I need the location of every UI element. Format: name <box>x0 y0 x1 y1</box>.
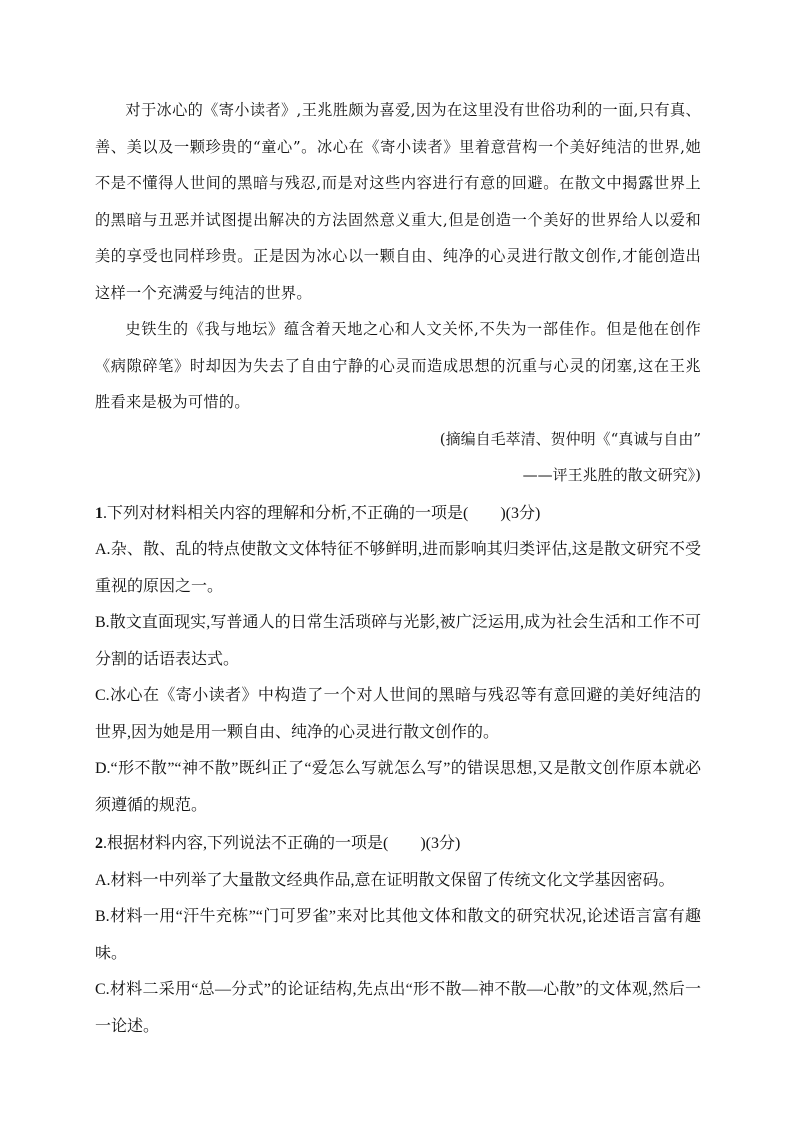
option-a: A.杂、散、乱的特点使散文文体特征不够鲜明,进而影响其归类评估,这是散文研究不受重视的原因之一。 <box>95 541 701 595</box>
question-1 <box>95 496 701 825</box>
question-stem <box>95 826 701 863</box>
option-c: C.冰心在《寄小读者》中构造了一个对人世间的黑暗与残忍等有意回避的美好纯洁的世界,因为她是用一颗自由、纯净的心灵进行散文创作的。 <box>95 687 701 741</box>
question-stem <box>95 496 701 533</box>
question-number: 1 <box>95 504 103 522</box>
source-citation-line-2: ——评王兆胜的散文研究》) <box>522 466 701 484</box>
question-number: 2 <box>95 835 103 852</box>
question-text: .根据材料内容,下列说法不正确的一项是( )(3分) <box>103 835 461 852</box>
passage-paragraph-1: 对于冰心的《寄小读者》,王兆胜颇为喜爱,因为在这里没有世俗功利的一面,只有真、善、美以及一颗珍贵的“童心”。冰心在《寄小读者》里着意营构一个美好纯洁的世界,她不是不懂得人世间的黑暗与残忍,而是对这些内容进行有意的回避。在散文中揭露世界上的黑暗与丑恶并试图提出解决的方法固然意义重大,但是创造一个美好的世界给人以爱和美的享受也同样珍贵。正是因为冰心以一颗自由、纯净的心灵进行散文创作,才能创造出这样一个充满爱与纯洁的世界。 <box>95 101 701 302</box>
question-2 <box>95 826 701 1045</box>
question-text: .下列对材料相关内容的理解和分析,不正确的一项是( )(3分) <box>103 504 541 522</box>
exam-page <box>95 92 701 1045</box>
option-d: D.“形不散”“神不散”既纠正了“爱怎么写就怎么写”的错误思想,又是散文创作原本就必须遵循的规范。 <box>95 760 701 814</box>
option-b: B.散文直面现实,写普通人的日常生活琐碎与光影,被广泛运用,成为社会生活和工作不可分割的话语表达式。 <box>95 614 701 668</box>
option-b: B.材料一用“汗牛充栋”“门可罗雀”来对比其他文体和散文的研究状况,论述语言富有趣味。 <box>95 908 701 962</box>
option-a: A.材料一中列举了大量散文经典作品,意在证明散文保留了传统文化文学基因密码。 <box>95 871 675 889</box>
reading-passage <box>95 92 701 494</box>
passage-paragraph-2: 史铁生的《我与地坛》蕴含着天地之心和人文关怀,不失为一部佳作。但是他在创作《病隙碎笔》时却因为失去了自由宁静的心灵而造成思想的沉重与心灵的闭塞,这在王兆胜看来是极为可惜的。 <box>95 320 701 411</box>
source-citation-line-1: (摘编自毛萃清、贺仲明《“真诚与自由” <box>439 429 701 448</box>
option-c: C.材料二采用“总—分式”的论证结构,先点出“形不散—神不散—心散”的文体观,然后一一论述。 <box>95 981 701 1035</box>
